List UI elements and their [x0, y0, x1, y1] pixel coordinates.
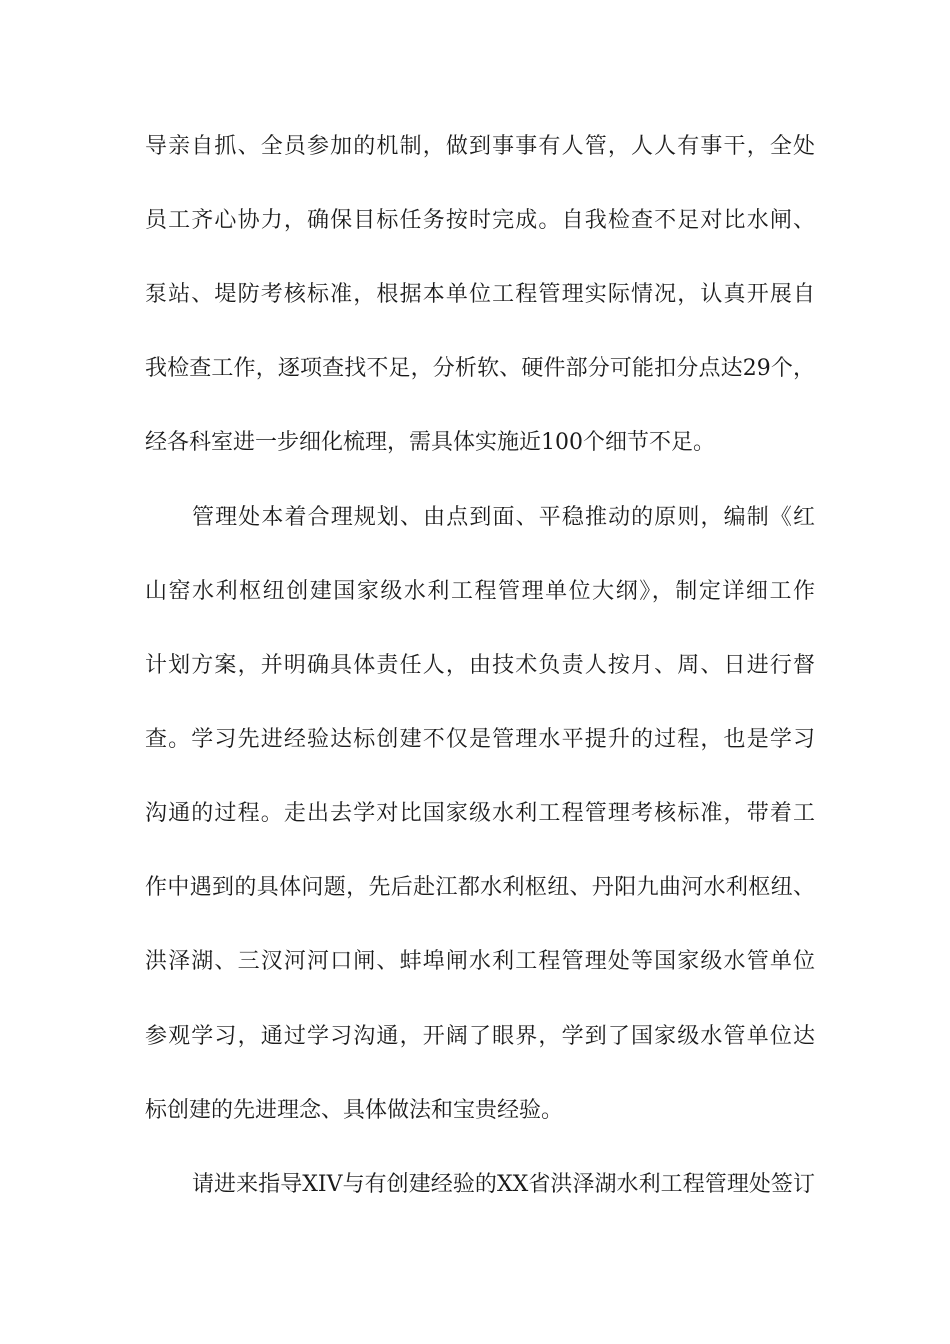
- text-line: 标创建的先进理念、具体做法和宝贵经验。: [145, 1098, 564, 1123]
- text-line: 管理处本着合理规划、由点到面、平稳推动的原则，编制《红: [192, 505, 815, 530]
- text-line: 计划方案，并明确具体责任人，由技术负责人按月、周、日进行督: [145, 653, 815, 678]
- text-line: 洪泽湖、三汊河河口闸、蚌埠闸水利工程管理处等国家级水管单位: [145, 949, 815, 974]
- text-line: 作中遇到的具体问题，先后赴江都水利枢纽、丹阳九曲河水利枢纽、: [145, 875, 815, 900]
- text-line: 导亲自抓、全员参加的机制，做到事事有人管，人人有事干，全处: [145, 134, 815, 159]
- text-line: 员工齐心协力，确保目标任务按时完成。自我检查不足对比水闸、: [145, 208, 815, 233]
- text-line: 泵站、堤防考核标准，根据本单位工程管理实际情况，认真开展自: [145, 282, 815, 307]
- text-line: 沟通的过程。走出去学对比国家级水利工程管理考核标准，带着工: [145, 801, 815, 826]
- text-line: 经各科室进一步细化梳理，需具体实施近100个细节不足。: [145, 430, 715, 455]
- text-line: 参观学习，通过学习沟通，开阔了眼界，学到了国家级水管单位达: [145, 1024, 815, 1049]
- text-line: 请进来指导XIV与有创建经验的XX省洪泽湖水利工程管理处签订: [192, 1172, 815, 1197]
- text-line: 查。学习先进经验达标创建不仅是管理水平提升的过程，也是学习: [145, 727, 815, 752]
- text-line: 山窑水利枢纽创建国家级水利工程管理单位大纲》，制定详细工作: [145, 579, 815, 604]
- text-line: 我检查工作，逐项查找不足，分析软、硬件部分可能扣分点达29个，: [145, 356, 815, 381]
